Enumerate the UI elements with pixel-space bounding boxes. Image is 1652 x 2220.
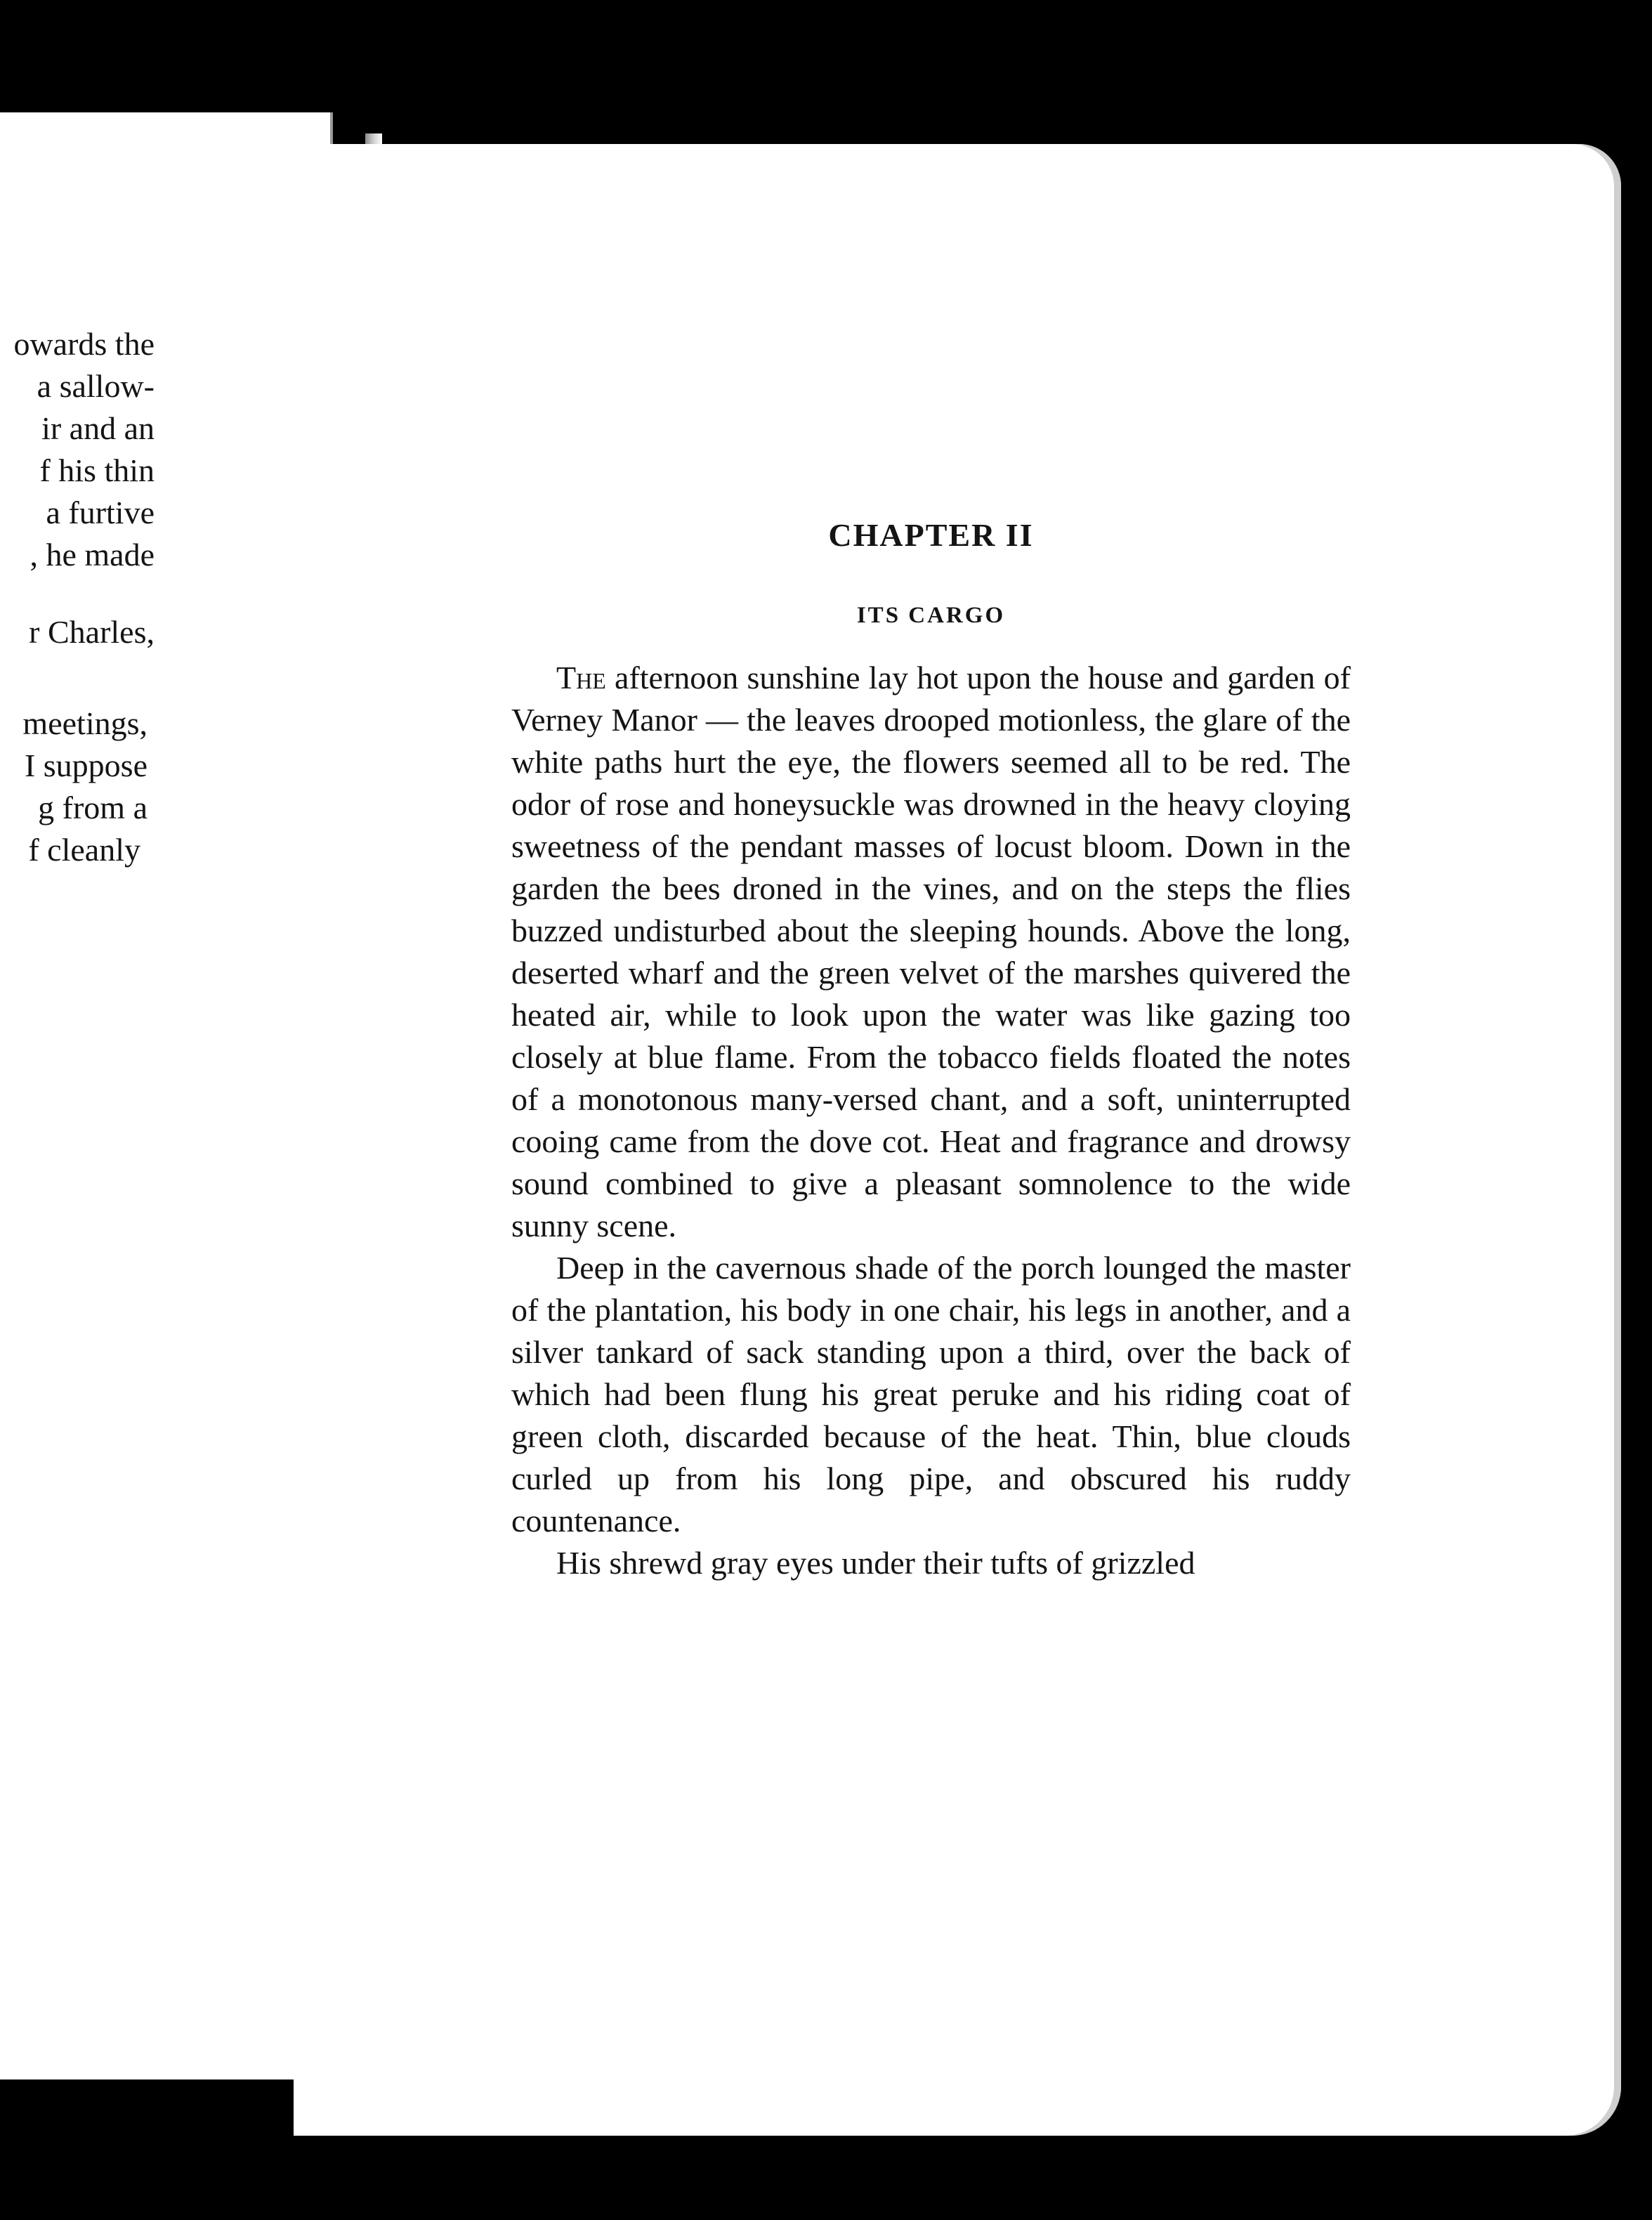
left-text-fragment: g from a [38, 790, 148, 825]
paragraph-lead-word: The [556, 660, 606, 696]
left-text-fragment: f his thin [39, 452, 155, 488]
left-text-fragment: ir and an [41, 410, 155, 446]
paragraph-text: afternoon sunshine lay hot upon the house and garden of Verney Manor — the leaves drooped motionless, the glare of the white paths hurt the eye, the flowers seemed all to be red. The odor of rose and honeysuckle was drowned in the heavy cloying sweetness of the pendant masses of locust bloom. Down in the garden the bees droned in the vines, and on the steps the flies buzzed undisturbed about the sleeping hounds. Above the long, deserted wharf and the green velvet of the marshes quivered the heated air, while to look upon the water was like gazing too closely at blue flame. From the tobacco fields floated the notes of a monotonous many-versed chant, and a soft, uninterrupted cooing came from the dove cot. Heat and fragrance and drowsy sound combined to give a pleasant somnolence to the wide sunny scene. [511, 660, 1351, 1243]
chapter-title: CHAPTER II [828, 517, 1034, 553]
left-text-fragment: f cleanly [28, 832, 140, 868]
paragraph: His shrewd gray eyes under their tufts of grizzled [556, 1545, 1195, 1581]
paragraph [511, 657, 1351, 1247]
left-text-fragment: r Charles, [29, 614, 155, 650]
paragraph: Deep in the cavernous shade of the porch lounged the master of the plantation, his body in one chair, his legs in another, and a silver tankard of sack standing upon a third, over the back of which had been flung his great peruke and his riding coat of green cloth, discarded because of the heat. Thin, blue clouds curled up from his long pipe, and obscured his ruddy countenance. [511, 1250, 1351, 1539]
left-text-fragment: a furtive [46, 495, 155, 530]
left-text-fragment: owards the [13, 326, 155, 362]
left-text-fragment: a sallow- [37, 368, 155, 404]
left-page [0, 112, 333, 2079]
chapter-subtitle: ITS CARGO [856, 603, 1006, 628]
left-text-fragment: I suppose [24, 747, 148, 783]
page-content [511, 516, 1351, 1584]
right-page [294, 144, 1621, 2136]
left-text-fragment: , he made [29, 537, 155, 573]
left-text-fragment: meetings, [22, 705, 148, 741]
